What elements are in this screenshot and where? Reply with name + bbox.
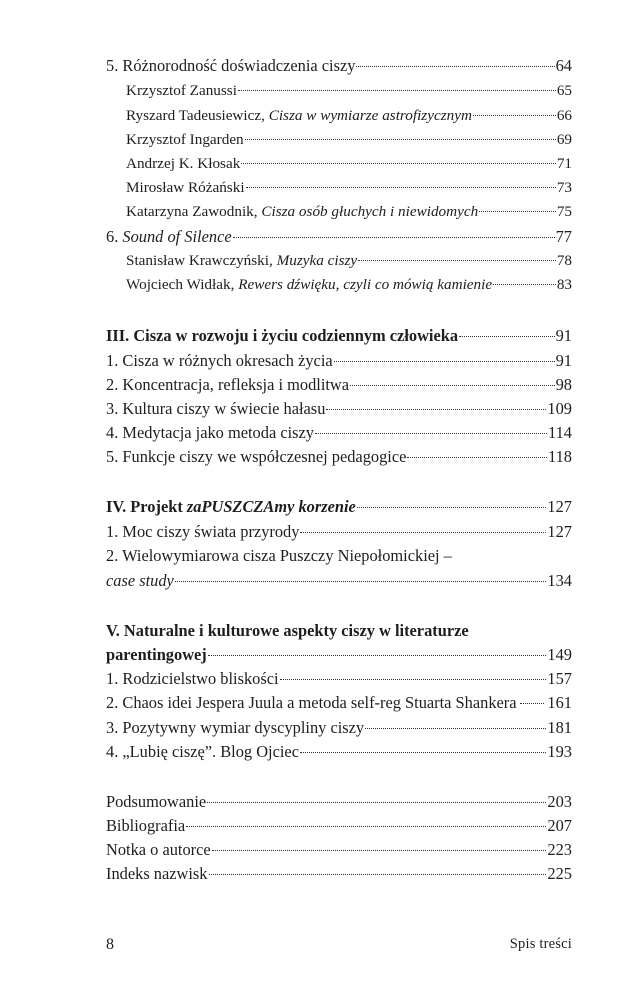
- toc-entry-title-part: Podsumowanie: [106, 792, 207, 811]
- toc-entry-title: [106, 55, 355, 77]
- toc-entry-title-part: Andrzej K. Kłosak: [126, 155, 241, 172]
- toc-entry-title: [106, 668, 279, 690]
- toc-entry-title-part: Cisza w wymiarze astrofizycznym: [268, 107, 472, 124]
- toc-entry[interactable]: [106, 226, 572, 248]
- dot-leader: [357, 507, 547, 508]
- toc-entry-title-part: Mirosław Różański: [126, 179, 245, 196]
- toc-entry[interactable]: [106, 644, 572, 666]
- toc-entry[interactable]: [106, 668, 572, 690]
- toc-entry-title: [126, 105, 472, 127]
- toc-entry-page: 73: [556, 179, 572, 196]
- toc-entry-page: 161: [547, 693, 572, 712]
- toc-entry[interactable]: [106, 791, 572, 813]
- toc-entry[interactable]: [106, 446, 572, 468]
- dot-leader: [233, 237, 555, 238]
- toc-entry-title-part: 6.: [106, 227, 123, 246]
- dot-leader: [479, 211, 556, 212]
- toc-entry[interactable]: [106, 201, 572, 223]
- toc-entry-title: [106, 226, 232, 248]
- toc-entry-title-part: 1. Moc ciszy świata przyrody: [106, 522, 300, 541]
- toc-entry[interactable]: [106, 55, 572, 77]
- toc-entry-title: [126, 153, 240, 175]
- toc-entry-page: 69: [556, 131, 572, 148]
- toc-entry-page: 127: [547, 522, 572, 541]
- toc-entry-title: [106, 644, 207, 666]
- toc-entry-page: 83: [556, 276, 572, 293]
- dot-leader: [358, 260, 556, 261]
- toc-entry-title-part: zaPUSZCZAmy korzenie: [186, 497, 356, 516]
- toc-entry-page: 223: [547, 840, 572, 859]
- toc-entry-page: 91: [555, 351, 572, 370]
- toc-entry-title: [106, 350, 333, 372]
- toc-entry-title-part: Muzyka ciszy: [276, 252, 358, 269]
- dot-leader: [300, 532, 546, 533]
- toc-entry-title-part: Rewers dźwięku, czyli co mówią kamienie: [238, 276, 493, 293]
- toc-entry-title: [106, 839, 211, 861]
- toc-entry-title: [106, 422, 314, 444]
- toc-entry[interactable]: [106, 105, 572, 127]
- toc-entry-page: 77: [555, 227, 572, 246]
- toc-entry-page: 181: [547, 718, 572, 737]
- toc-entry-title-part: Notka o autorce: [106, 840, 211, 859]
- toc-entry[interactable]: [106, 422, 572, 444]
- toc-entry[interactable]: [106, 177, 572, 199]
- toc-entry-title-part: Krzysztof Zanussi: [126, 82, 237, 99]
- toc-entry-title: [126, 250, 357, 272]
- toc-entry-title: [126, 129, 244, 151]
- toc-entry-title: [106, 620, 469, 642]
- toc-entry-title-part: 2. Wielowymiarowa cisza Puszczy Niepołomickiej –: [106, 546, 452, 565]
- toc-entry[interactable]: [106, 863, 572, 885]
- dot-leader: [207, 802, 546, 803]
- dot-leader: [315, 433, 547, 434]
- dot-leader: [280, 679, 547, 680]
- toc-entry-title-part: 3. Kultura ciszy w świecie hałasu: [106, 399, 326, 418]
- toc-entry-title-part: Wojciech Widłak,: [126, 276, 239, 293]
- toc-entry-title-part: 5. Różnorodność doświadczenia ciszy: [106, 56, 356, 75]
- toc-entry-title-part: Cisza osób głuchych i niewidomych: [261, 203, 479, 220]
- toc-entry-title-part: IV. Projekt: [106, 497, 187, 516]
- toc-entry[interactable]: [106, 80, 572, 102]
- dot-leader: [238, 90, 556, 91]
- dot-leader: [208, 655, 547, 656]
- dot-leader: [493, 284, 556, 285]
- toc-entry-title-part: III. Cisza w rozwoju i życiu codziennym człowieka: [106, 326, 459, 345]
- toc-entry-page: 66: [556, 107, 572, 124]
- toc-entry-title: [106, 325, 458, 347]
- dot-leader: [326, 409, 546, 410]
- dot-leader: [520, 703, 545, 704]
- toc-entry-title: [106, 692, 517, 714]
- toc-entry-page: 207: [547, 816, 572, 835]
- toc-entry-page: 78: [556, 252, 572, 269]
- toc-entry-title-part: parentingowej: [106, 645, 207, 664]
- toc-entry-page: 65: [556, 82, 572, 99]
- toc-entry-title: [106, 717, 364, 739]
- toc-entry[interactable]: [106, 350, 572, 372]
- toc-entry-page: 203: [547, 792, 572, 811]
- toc-entry-page: 193: [547, 742, 572, 761]
- toc-entry[interactable]: [106, 398, 572, 420]
- toc-entry[interactable]: [106, 620, 572, 642]
- toc-entry-title-part: 2. Chaos idei Jespera Juula a metoda self-reg Stuarta Shankera: [106, 693, 517, 712]
- toc-entry[interactable]: [106, 741, 572, 763]
- toc-entry[interactable]: [106, 374, 572, 396]
- toc-entry-title-part: 5. Funkcje ciszy we współczesnej pedagogice: [106, 447, 407, 466]
- toc-entry-page: 109: [547, 399, 572, 418]
- page-number: 8: [106, 936, 114, 953]
- toc-entry-page: 71: [556, 155, 572, 172]
- dot-leader: [407, 457, 547, 458]
- toc-entry[interactable]: [106, 717, 572, 739]
- dot-leader: [212, 850, 547, 851]
- toc-entry-title-part: 3. Pozytywny wymiar dyscypliny ciszy: [106, 718, 365, 737]
- toc-entry[interactable]: [106, 521, 572, 543]
- toc-entry[interactable]: [106, 839, 572, 861]
- dot-leader: [334, 361, 555, 362]
- toc-entry-page: 118: [548, 447, 572, 466]
- toc-entry-title: [106, 374, 349, 396]
- toc-entry-title-part: Krzysztof Ingarden: [126, 131, 244, 148]
- toc-entry-page: 127: [547, 497, 572, 516]
- toc-entry[interactable]: [106, 545, 572, 567]
- toc-entry-title-part: Katarzyna Zawodnik,: [126, 203, 262, 220]
- toc-entry-title-part: V. Naturalne i kulturowe aspekty ciszy w literaturze: [106, 621, 469, 640]
- toc-entry-title-part: case study: [106, 571, 174, 590]
- dot-leader: [356, 66, 554, 67]
- toc-entry-page: 134: [547, 571, 572, 590]
- toc-entry-title: [106, 521, 299, 543]
- toc-entry-title: [106, 815, 185, 837]
- toc-entry-title-part: 1. Rodzicielstwo bliskości: [106, 669, 279, 688]
- toc-entry-title-part: Ryszard Tadeusiewicz,: [126, 107, 269, 124]
- toc-entry-title: [126, 201, 478, 223]
- toc-entry-page: 98: [555, 375, 572, 394]
- toc-entry-title: [106, 570, 174, 592]
- toc-entry[interactable]: [106, 325, 572, 347]
- toc-entry-title: [126, 274, 492, 296]
- toc-entry-title-part: Sound of Silence: [122, 227, 232, 246]
- toc-entry-title: [126, 80, 237, 102]
- dot-leader: [350, 385, 555, 386]
- dot-leader: [473, 115, 556, 116]
- toc-entry-title-part: 4. „Lubię ciszę”. Blog Ojciec: [106, 742, 299, 761]
- toc-entry[interactable]: [106, 153, 572, 175]
- toc-entry-title-part: Indeks nazwisk: [106, 864, 208, 883]
- toc-entry-title-part: Bibliografia: [106, 816, 186, 835]
- dot-leader: [175, 581, 547, 582]
- toc-entry[interactable]: [106, 570, 572, 592]
- toc-entry-page: 114: [548, 423, 572, 442]
- dot-leader: [209, 874, 547, 875]
- toc-entry[interactable]: [106, 692, 572, 714]
- dot-leader: [245, 139, 556, 140]
- toc-entry[interactable]: [106, 129, 572, 151]
- toc-entry-title: [106, 863, 208, 885]
- toc-entry-title: [106, 545, 452, 567]
- toc-entry-page: 75: [556, 203, 572, 220]
- toc-entry-page: 225: [547, 864, 572, 883]
- toc-entry-title-part: 1. Cisza w różnych okresach życia: [106, 351, 333, 370]
- toc-entry-title: [106, 496, 356, 518]
- toc-entry-page: 64: [555, 56, 572, 75]
- toc-entry-title-part: 2. Koncentracja, refleksja i modlitwa: [106, 375, 350, 394]
- toc-entry-title-part: Stanisław Krawczyński,: [126, 252, 277, 269]
- toc-entry[interactable]: [106, 815, 572, 837]
- toc-entry-page: 91: [555, 326, 572, 345]
- running-title: Spis treści: [509, 936, 572, 952]
- toc-entry[interactable]: [106, 250, 572, 272]
- toc-entry-title: [106, 741, 299, 763]
- toc-entry-title: [126, 177, 245, 199]
- toc-entry-page: 157: [547, 669, 572, 688]
- dot-leader: [186, 826, 546, 827]
- dot-leader: [241, 163, 556, 164]
- toc-entry-title: [106, 791, 206, 813]
- dot-leader: [246, 187, 556, 188]
- toc-entry-page: 149: [547, 645, 572, 664]
- dot-leader: [300, 752, 546, 753]
- toc-entry-title: [106, 398, 325, 420]
- toc-entry-title-part: 4. Medytacja jako metoda ciszy: [106, 423, 314, 442]
- toc-entry[interactable]: [106, 496, 572, 518]
- toc-entry[interactable]: [106, 274, 572, 296]
- toc-entry-title: [106, 446, 406, 468]
- dot-leader: [365, 728, 546, 729]
- dot-leader: [459, 336, 555, 337]
